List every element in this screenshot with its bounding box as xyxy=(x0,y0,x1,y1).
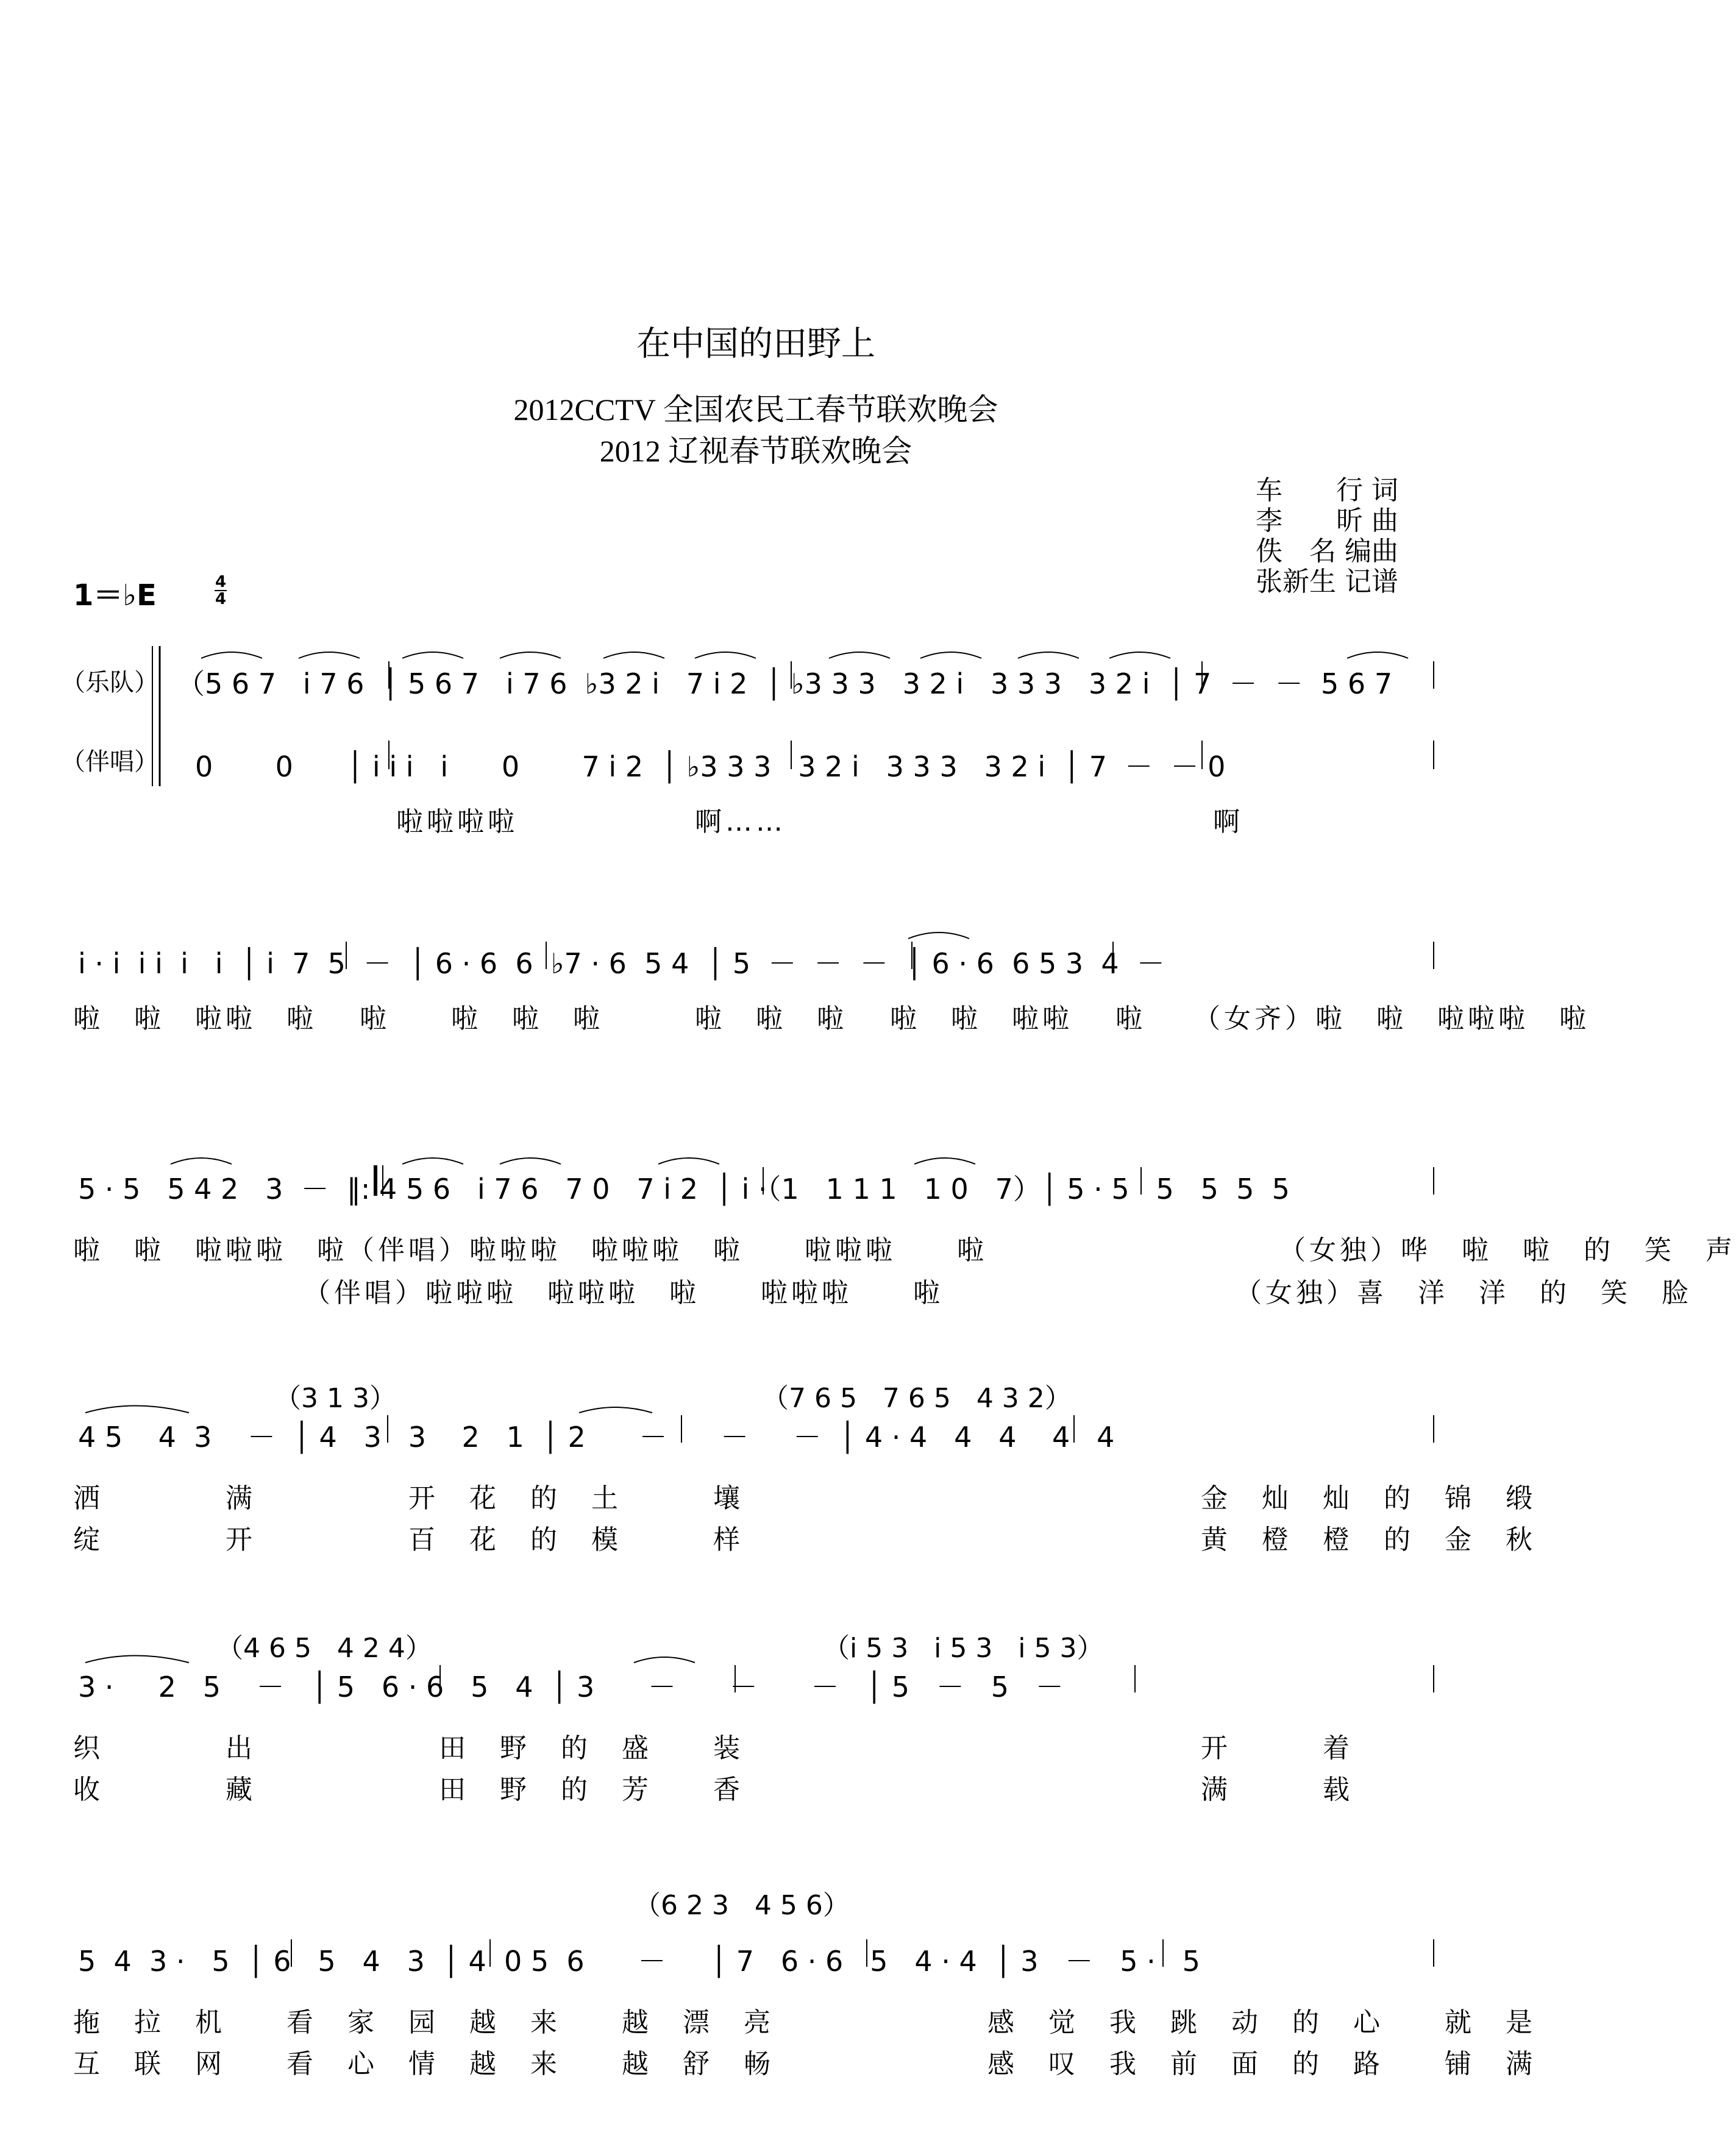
transcriber-credit: 张新生 记谱 xyxy=(1256,566,1398,597)
song-title: 在中国的田野上 xyxy=(636,324,875,364)
arranger-credit: 佚 名 编曲 xyxy=(1256,536,1398,567)
subtitle-1: 2012CCTV 全国农民工春节联欢晚会 xyxy=(513,392,998,427)
system1-lyric-b: 啦 xyxy=(488,806,518,837)
system4-band-fill-1: （3 1 3） xyxy=(274,1383,396,1414)
system4-band-fill-2: （7 6 5 7 6 5 4 3 2） xyxy=(762,1383,1072,1414)
system4-lyrics-verse2: 绽 开 百 花 的 模 样 黄 橙 橙 的 金 秋 xyxy=(73,1524,1536,1555)
system2-notes: i · i i i i i │ i 7 5 － │ 6 · 6 6 ♭7 · 6 5 4 │ 5 － － － │ 6 · 6 6 5 3 4 － xyxy=(78,947,1165,980)
system3-lyrics-verse1: 啦 啦 啦啦啦 啦（伴唱）啦啦啦 啦啦啦 啦 啦啦啦 啦 （女独）哗 啦 啦 的 笑 声 xyxy=(73,1235,1736,1266)
system1-lyric-c: 啊…… xyxy=(695,806,786,837)
time-signature-top: 4 xyxy=(215,573,227,591)
system5-lyrics-verse2: 收 藏 田 野 的 芳 香 满 载 xyxy=(73,1774,1353,1805)
system6-notes: 5 4 3 · 5 │ 6 5 4 3 │ 4 0 5 6 － │ 7 6 · 6 5 4 · 4 │ 3 － 5 · 5 xyxy=(78,1945,1200,1978)
system4-lyrics-verse1: 洒 满 开 花 的 土 壤 金 灿 灿 的 锦 缎 xyxy=(73,1483,1536,1514)
system5-band-fill-2: （i 5 3 i 5 3 i 5 3） xyxy=(823,1633,1104,1664)
system6-lyrics-verse1: 拖 拉 机 看 家 园 越 来 越 漂 亮 感 觉 我 跳 动 的 心 就 是 xyxy=(73,2007,1536,2038)
system6-lyrics-verse2: 互 联 网 看 心 情 越 来 越 舒 畅 感 叹 我 前 面 的 路 铺 满 xyxy=(73,2048,1536,2079)
system5-band-fill-1: （4 6 5 4 2 4） xyxy=(216,1633,432,1664)
lyricist-credit: 车 行 词 xyxy=(1256,475,1398,506)
system5-lyrics-verse1: 织 出 田 野 的 盛 装 开 着 xyxy=(73,1733,1353,1764)
composer-credit: 李 昕 曲 xyxy=(1256,505,1398,536)
system3-notes: 5 · 5 5 4 2 3 － ‖: 4 5 6 i 7 6 7 0 7 i 2 │ i ·（1 1 1 1 1 0 7）│ 5 · 5 5 5 5 5 xyxy=(78,1173,1290,1206)
system4-notes: 4 5 4 3 － │ 4 3 3 2 1 │ 2 － － － │ 4 · 4 4 4 4 4 xyxy=(78,1421,1115,1454)
system1-lyric-d: 啊 xyxy=(1213,806,1243,837)
system3-lyrics-verse2: （伴唱）啦啦啦 啦啦啦 啦 啦啦啦 啦 （女独）喜 洋 洋 的 笑 脸 xyxy=(73,1277,1692,1309)
chorus-label: （伴唱） xyxy=(61,748,158,775)
system1-band-notes: （5 6 7 i 7 6 │ 5 6 7 i 7 6 ♭3 2 i 7 i 2 │ ♭3 3 3 3 2 i 3 3 3 3 2 i │ 7 － － 5 6 7 xyxy=(177,667,1393,700)
system1-chorus-notes: 0 0 │ i i i i 0 7 i 2 │ ♭3 3 3 3 2 i 3 3 3 3 2 i │ 7 － － 0 xyxy=(195,750,1226,783)
system2-lyrics: 啦 啦 啦啦 啦 啦 啦 啦 啦 啦 啦 啦 啦 啦 啦啦 啦 （女齐）啦 啦 啦啦啦 啦 xyxy=(73,1003,1590,1034)
system6-band-fill: （6 2 3 4 5 6） xyxy=(634,1890,850,1921)
time-signature-bottom: 4 xyxy=(215,590,227,608)
system5-notes: 3 · 2 5 － │ 5 6 · 6 5 4 │ 3 － － － │ 5 － 5 － xyxy=(78,1671,1064,1703)
subtitle-2: 2012 辽视春节联欢晚会 xyxy=(599,434,912,468)
band-label: （乐队） xyxy=(61,669,158,696)
system1-lyric-a: 啦啦啦 xyxy=(396,806,488,837)
key-signature: 1＝♭E xyxy=(73,578,157,613)
